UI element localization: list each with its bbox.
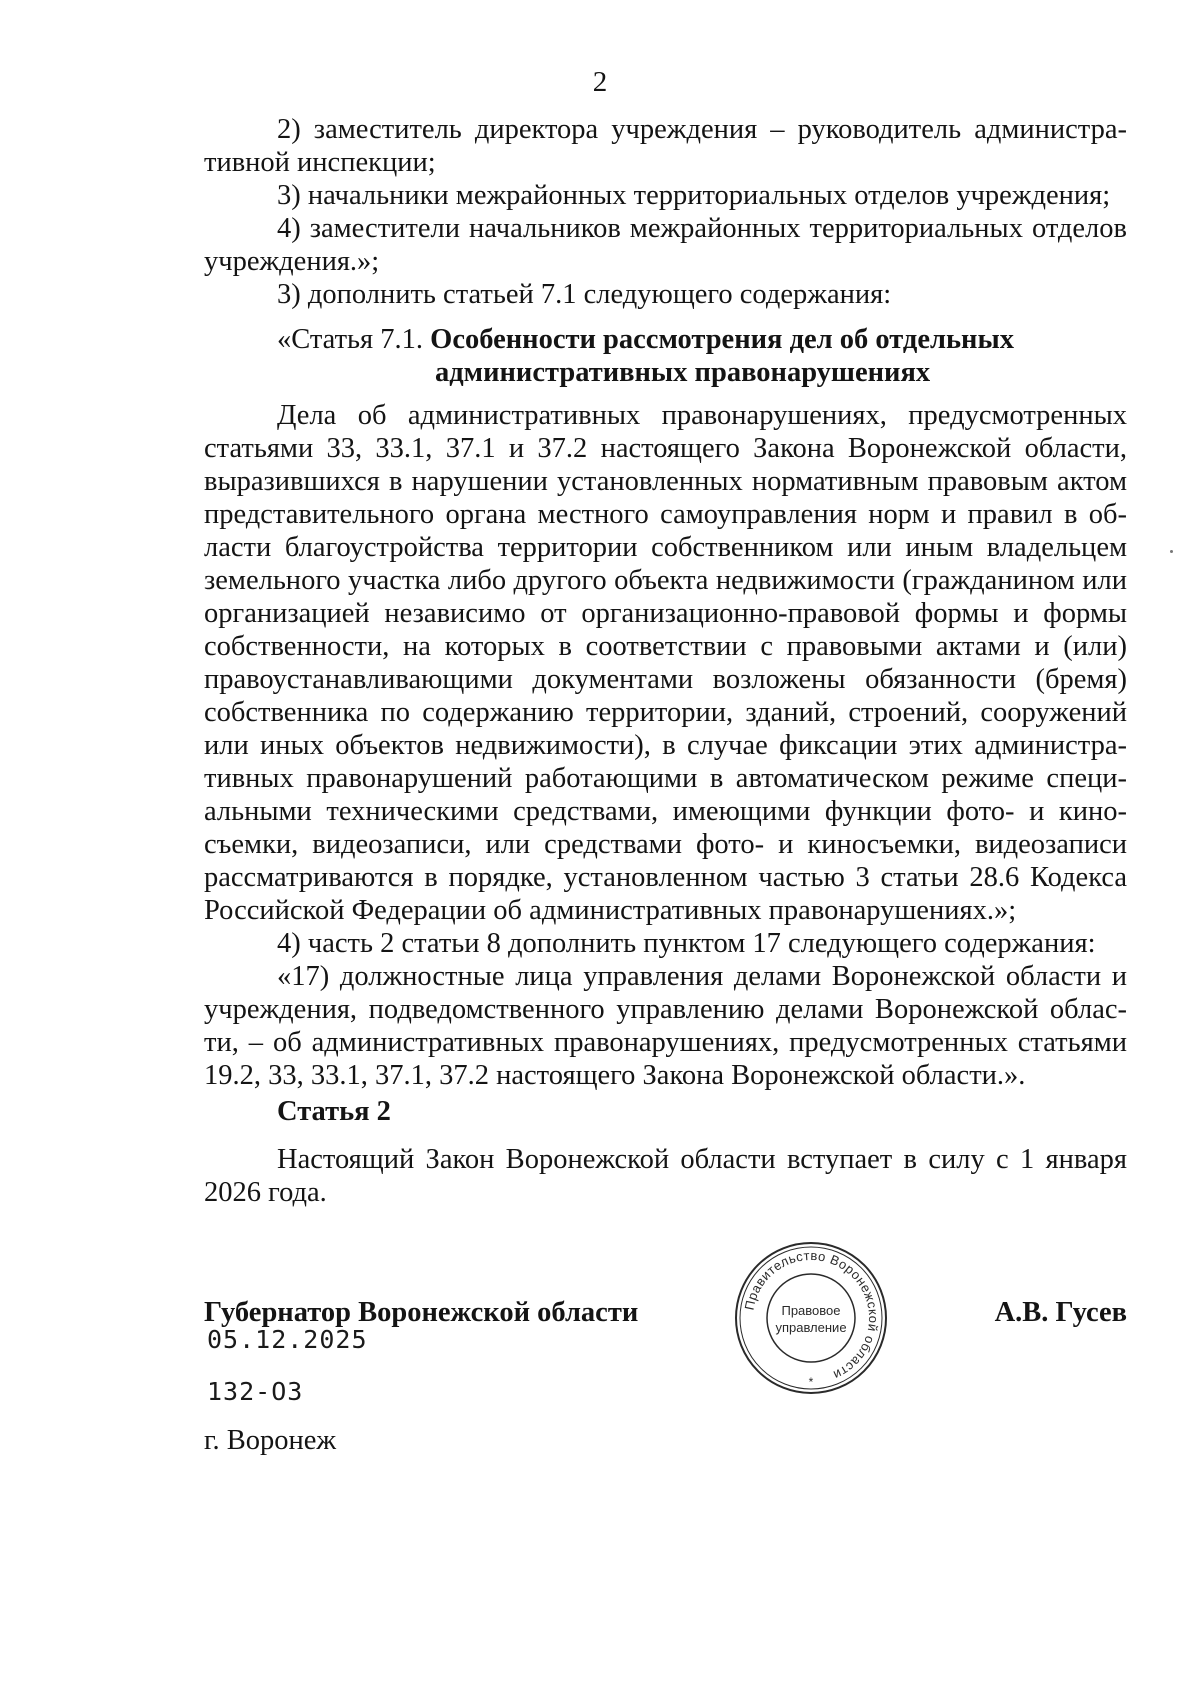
- paragraph: 3) дополнить статьей 7.1 следующего содержания:: [277, 279, 892, 310]
- official-seal-stamp: [733, 1240, 889, 1396]
- seal-center-line2: управление: [775, 1320, 847, 1335]
- article-7-1-title-line2: административных правонарушениях: [435, 357, 931, 388]
- document-body: [204, 113, 1127, 1092]
- paragraph: «17) должностные лица управления делами Воронежской области и учреждения, подведомственного управлению делами Воронежской области, – об административных правонарушениях, предусмотренных статьями 19.2, 33, 33.1, 37.1, 37.2 настоящего Закона Воронежской области.».: [204, 961, 1127, 1091]
- signer-name: А.В. Гусев: [994, 1297, 1127, 1328]
- seal-center-line1: Правовое: [781, 1303, 841, 1318]
- city: г. Воронеж: [204, 1425, 337, 1456]
- signing-date: 05.12.2025: [207, 1325, 368, 1354]
- signatory-title: Губернатор Воронежской области: [204, 1297, 639, 1328]
- article-2-text: Настоящий Закон Воронежской области вступает в силу с 1 января 2026 года.: [204, 1144, 1127, 1208]
- paragraph: 3) начальники межрайонных территориальных отделов учреждения;: [277, 180, 1111, 211]
- article-7-1-prefix: «Статья 7.1.: [277, 324, 431, 355]
- page-number: 2: [592, 66, 608, 98]
- paragraph: 4) заместители начальников межрайонных территориальных отделов учреждения.»;: [204, 213, 1127, 277]
- law-number: 132-ОЗ: [207, 1377, 304, 1406]
- paragraph: 2) заместитель директора учреждения – руководитель административной инспекции;: [204, 114, 1127, 178]
- seal-ring-text: Правительство Воронежской области: [741, 1247, 882, 1384]
- article-2-heading: Статья 2: [277, 1096, 391, 1127]
- article-7-1-title-line1: Особенности рассмотрения дел об отдельных: [430, 324, 1014, 355]
- scan-speck: [1170, 550, 1173, 553]
- paragraph: 4) часть 2 статьи 8 дополнить пунктом 17 следующего содержания:: [277, 928, 1096, 959]
- seal-star: *: [808, 1375, 814, 1389]
- article-7-1-heading: [204, 323, 1127, 389]
- paragraph: Дела об административных правонарушениях, предусмотренных статьями 33, 33.1, 37.1 и 37.2 настоящего Закона Воронежской области, выразившихся в нарушении установленных нормативным правовым актом представительного органа местного самоуправления норм и правил в области благоустройства территории собственником или иным владельцем земельного участка либо другого объекта недвижимости (гражданином или организацией независимо от организационно-правовой формы и формы собственности, на которых в соответствии с правовыми актами и (или) правоустанавливающими документами возложены обязанности (бремя) собственника по содержанию территории, зданий, строений, сооружений или иных объектов недвижимости), в случае фиксации этих административных правонарушений работающими в автоматическом режиме специальными техническими средствами, имеющими функции фото- и киносъемки, видеозаписи, или средствами фото- и киносъемки, видеозаписи рассматриваются в порядке, установленном частью 3 статьи 28.6 Кодекса Российской Федерации об административных правонарушениях.»;: [204, 400, 1127, 926]
